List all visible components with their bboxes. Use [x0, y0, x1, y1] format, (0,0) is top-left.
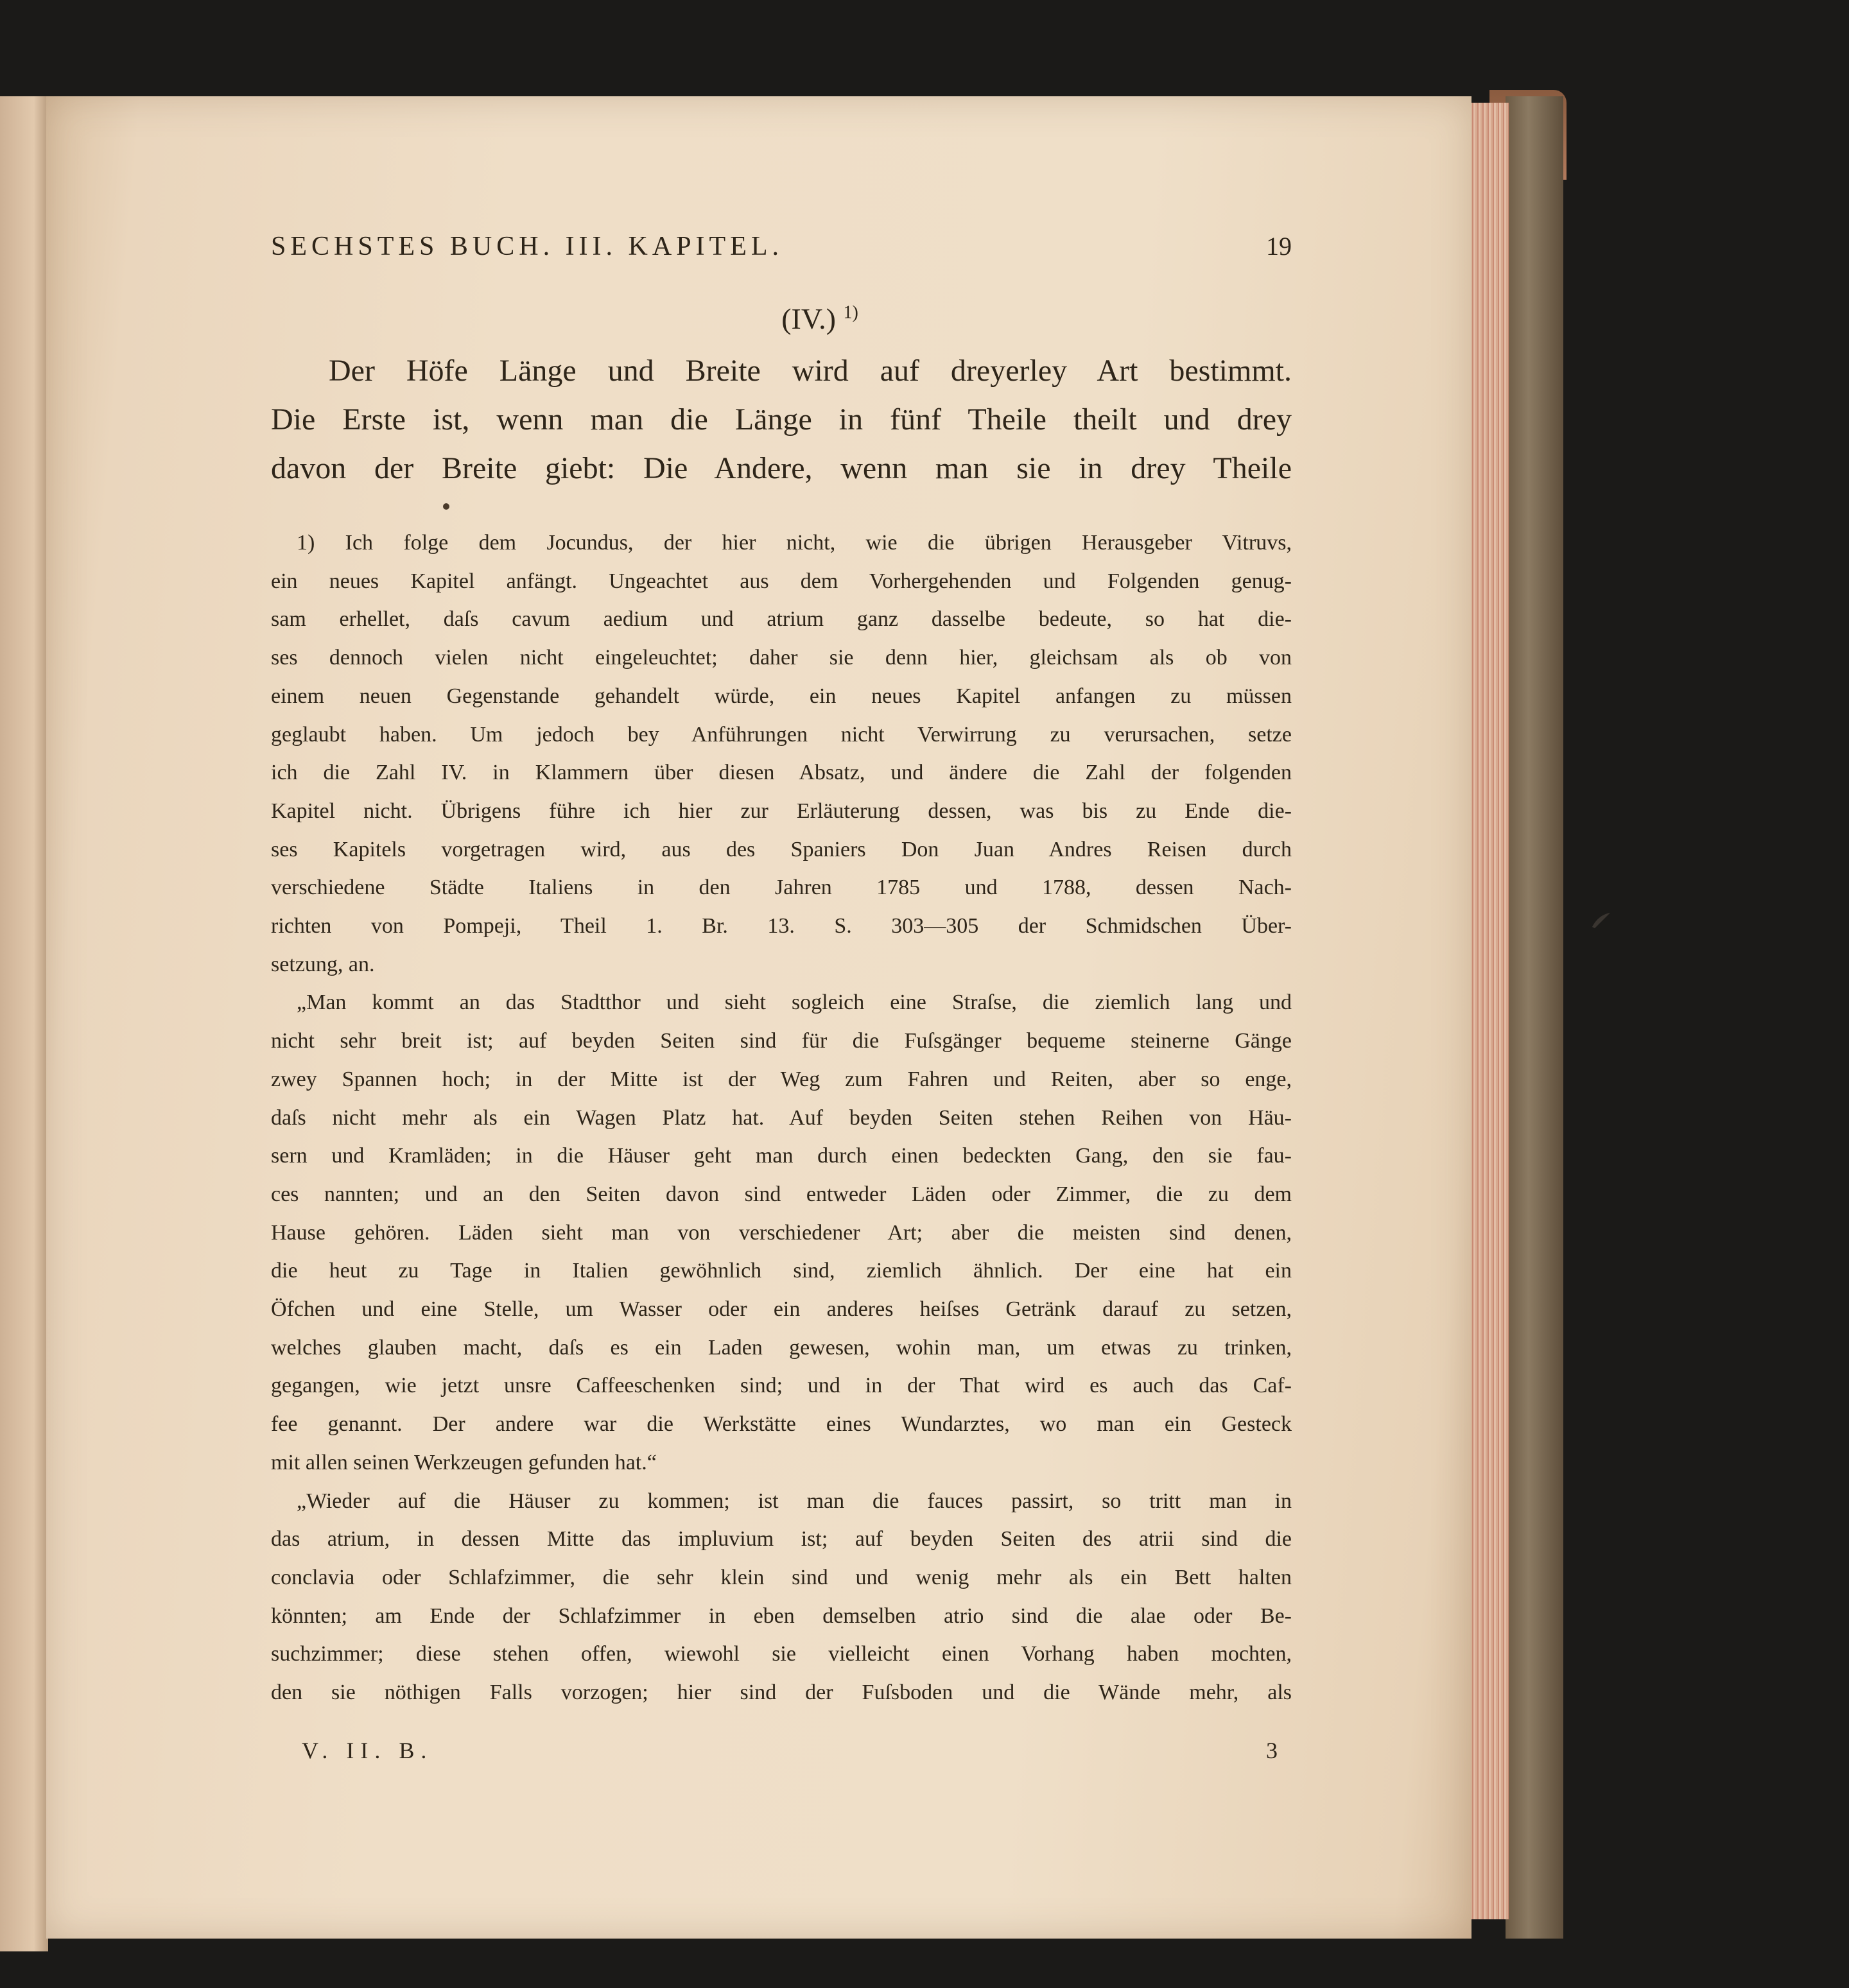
book-cover [1506, 96, 1563, 1939]
section-label: (IV.) [781, 302, 836, 335]
footnote-line: ein neues Kapitel anfängt. Ungeachtet aus dem Vorhergehenden und Folgenden genug- [271, 569, 1292, 593]
page-number: 19 [1266, 232, 1292, 261]
footnote-reference: 1) [843, 302, 858, 323]
footnote [271, 524, 1292, 1712]
running-header [271, 231, 1292, 276]
footnote-line: fee genannt. Der andere war die Werkstätte eines Wundarztes, wo man ein Gesteck [271, 1412, 1292, 1437]
page-footer [302, 1737, 1278, 1764]
footnote-line: „Wieder auf die Häuser zu kommen; ist man die fauces passirt, so tritt man in [297, 1489, 1292, 1513]
pencil-mark-icon [1590, 910, 1613, 931]
footnote-line: könnten; am Ende der Schlafzimmer in eben demselben atrio sind die alae oder Be- [271, 1603, 1292, 1628]
footnote-line: gegangen, wie jetzt unsre Caffeeschenken sind; und in der That wird es auch das Caf- [271, 1374, 1292, 1398]
footnote-line: mit allen seinen Werkzeugen gefunden hat.“ [271, 1450, 657, 1474]
main-line: Der Höfe Länge und Breite wird auf dreyerley Art bestimmt. [329, 354, 1292, 388]
main-line: davon der Breite giebt: Die Andere, wenn man sie in drey Theile [271, 451, 1292, 485]
main-line: Die Erste ist, wenn man die Länge in fünf Theile theilt und drey [271, 402, 1292, 436]
footnote-line: verschiedene Städte Italiens in den Jahren 1785 und 1788, dessen Nach- [271, 876, 1292, 900]
footnote-line: richten von Pompeji, Theil 1. Br. 13. S. 303—305 der Schmidschen Über- [271, 914, 1292, 938]
footnote-line: das atrium, in dessen Mitte das impluvium ist; auf beyden Seiten des atrii sind die [271, 1527, 1292, 1552]
footnote-line: conclavia oder Schlafzimmer, die sehr klein sind und wenig mehr als ein Bett halten [271, 1565, 1292, 1589]
footnote-line: sam erhellet, daſs cavum aedium und atrium ganz dasselbe bedeute, so hat die- [271, 607, 1292, 632]
signature-number: 3 [1266, 1738, 1278, 1763]
footnote-line: sern und Kramläden; in die Häuser geht man durch einen bedeckten Gang, den sie fau- [271, 1144, 1292, 1168]
footnote-line: Kapitel nicht. Übrigens führe ich hier zur Erläuterung dessen, was bis zu Ende die- [271, 799, 1292, 823]
page-text-block [271, 231, 1292, 1712]
footnote-line: ses Kapitels vorgetragen wird, aus des Spaniers Don Juan Andres Reisen durch [271, 837, 1292, 861]
footnote-line: geglaubt haben. Um jedoch bey Anführungen nicht Verwirrung zu verursachen, setze [271, 722, 1292, 747]
footnote-line: einem neuen Gegenstande gehandelt würde, ein neues Kapitel anfangen zu müssen [271, 684, 1292, 708]
footnote-line: suchzimmer; diese stehen offen, wiewohl sie vielleicht einen Vorhang haben mochten, [271, 1642, 1292, 1666]
footnote-separator-dot [443, 503, 449, 510]
footnote-line: 1) Ich folge dem Jocundus, der hier nicht, wie die übrigen Herausgeber Vitruvs, [297, 531, 1292, 555]
footnote-line: „Man kommt an das Stadtthor und sieht sogleich eine Straſse, die ziemlich lang und [297, 990, 1292, 1015]
footnote-line: Hause gehören. Läden sieht man von verschiedener Art; aber die meisten sind denen, [271, 1220, 1292, 1245]
footnote-line: nicht sehr breit ist; auf beyden Seiten sind für die Fuſsgänger bequeme steinerne Gänge [271, 1029, 1292, 1053]
footnote-line: ces nannten; und an den Seiten davon sind entweder Läden oder Zimmer, die zu dem [271, 1182, 1292, 1206]
footnote-line: daſs nicht mehr als ein Wagen Platz hat. Auf beyden Seiten stehen Reihen von Häu- [271, 1105, 1292, 1130]
main-text [271, 347, 1292, 493]
footnote-line: ses dennoch vielen nicht eingeleuchtet; daher sie denn hier, gleichsam als ob von [271, 646, 1292, 670]
footnote-line: welches glauben macht, daſs es ein Laden gewesen, wohin man, um etwas zu trinken, [271, 1335, 1292, 1360]
footnote-line: Öfchen und eine Stelle, um Wasser oder ein anderes heiſses Getränk darauf zu setzen, [271, 1297, 1292, 1322]
section-heading [271, 302, 1292, 347]
pencil-mark [1590, 910, 1613, 931]
footnote-line: zwey Spannen hoch; in der Mitte ist der Weg zum Fahren und Reiten, aber so enge, [271, 1067, 1292, 1091]
footnote-line: setzung, an. [271, 952, 375, 976]
signature-mark: V. II. B. [302, 1738, 433, 1763]
running-title: SECHSTES BUCH. III. KAPITEL. [271, 232, 784, 261]
footnote-line: die heut zu Tage in Italien gewöhnlich sind, ziemlich ähnlich. Der eine hat ein [271, 1259, 1292, 1283]
left-page-edge [0, 96, 48, 1951]
page-fore-edge [1470, 103, 1509, 1919]
footnote-line: ich die Zahl IV. in Klammern über diesen Absatz, und ändere die Zahl der folgenden [271, 761, 1292, 785]
footnote-line: den sie nöthigen Falls vorzogen; hier sind der Fuſsboden und die Wände mehr, als [271, 1681, 1292, 1705]
